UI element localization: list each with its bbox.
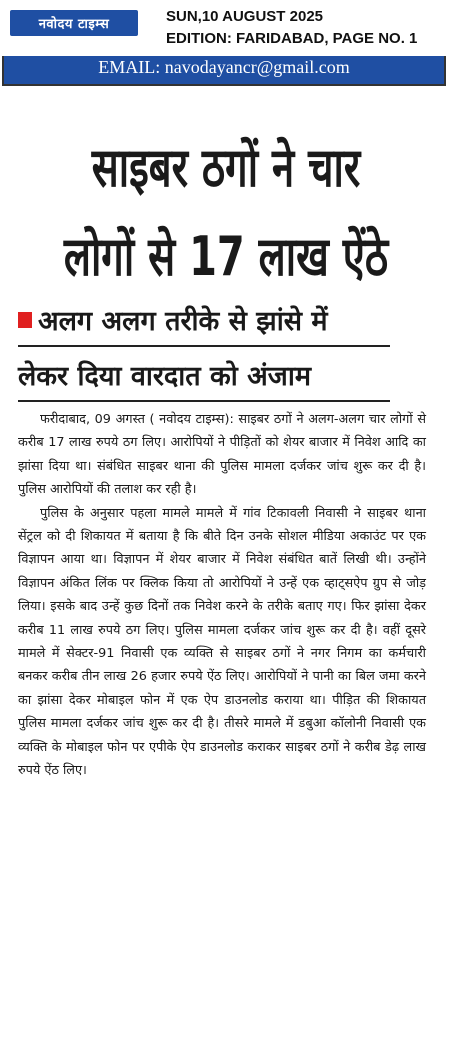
publication-date: SUN,10 AUGUST 2025: [166, 8, 324, 25]
article-paragraph-2: पुलिस के अनुसार पहला मामले मामले में गांव टिकावली निवासी ने साइबर थाना सेंट्रल को दी शिकायत में बताया है कि बीते दिन उनके सोशल मीडिया अकाउंट पर एक विज्ञापन आया था। विज्ञापन में शेयर बाजार में निवेश संबंधित बातें लिखी थी। उन्होंने विज्ञापन अंकित लिंक पर क्लिक किया तो आरोपियों ने उन्हें एक व्हाट्सऐप ग्रुप से जोड़ लिया। इसके बाद उन्हें कुछ दिनों तक निवेश करने के तरीके बताए गए। फिर झांसा देकर करीब 11 लाख रुपये ठग लिए। पुलिस मामला दर्जकर जांच शुरू कर दी है। वहीं दूसरे मामले में सेक्टर-91 निवासी एक व्यक्ति से साइबर ठगों ने नगर निगम का कर्मचारी बनकर करीब तीन लाख 26 हजार रुपये ऐंठ लिए। आरोपियों ने पानी का बिल जमा करने का झांसा देकर मोबाइल फोन में एक ऐप डाउनलोड कराया था। पीड़ित की शिकायत पुलिस मामला दर्जकर जांच शुरू कर दी है। तीसरे मामले में डबुआ कॉलोनी निवासी एक व्यक्ति के मोबाइल फोन पर एपीके ऐप डाउनलोड कराकर साइबर ठगों ने करीब डेढ़ लाख रुपये ऐंठ लिए।: [18, 505, 426, 779]
subhead-line-1: [18, 294, 428, 349]
edition-info: EDITION: FARIDABAD, PAGE NO. 1: [166, 30, 418, 47]
headline-line-1: साइबर ठगों ने चार: [91, 137, 361, 200]
article-body: [18, 408, 426, 783]
subheadline: [18, 294, 428, 404]
article-paragraph-1: फरीदाबाद, 09 अगस्त ( नवोदय टाइम्स): साइबर ठगों ने अलग-अलग चार लोगों से करीब 17 लाख रुपये ठग लिए। आरोपियों ने पीड़ितों को शेयर बाजार में निवेश आदि का झांसा दिया था। संबंधित साइबर थाना की पुलिस मामला दर्जकर जांच शुरू कर दी है। पुलिस आरोपियों की तलाश कर रही है।: [18, 412, 427, 498]
subhead-line-2: लेकर दिया वारदात को अंजाम: [18, 361, 311, 392]
headline: [10, 124, 442, 302]
newspaper-logo: नवोदय टाइम्स: [10, 10, 138, 36]
headline-line-2: लोगों से 17 लाख ऐंठे: [63, 226, 389, 289]
email-banner: EMAIL: navodayancr@gmail.com: [2, 56, 446, 86]
red-square-bullet-icon: [18, 312, 32, 328]
masthead: [0, 0, 451, 56]
subhead-line-1-text: अलग अलग तरीके से झांसे में: [38, 306, 328, 337]
